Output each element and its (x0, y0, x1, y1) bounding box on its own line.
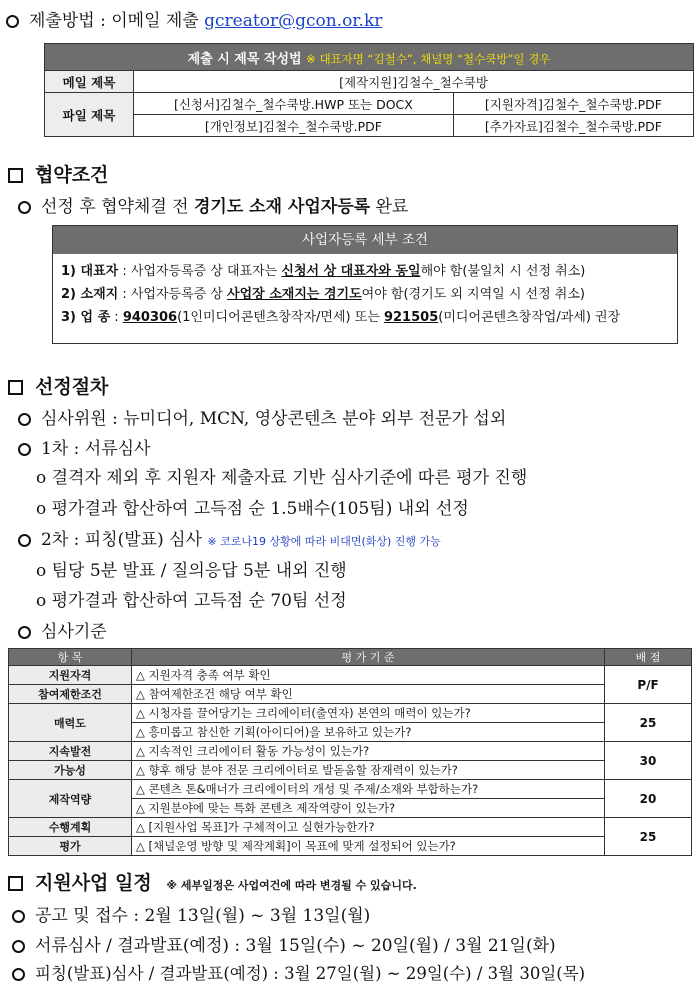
criteria-sustainability-1: △ 지속적인 크리에이터 활동 가능성이 있는가? (132, 742, 605, 761)
ring-bullet-icon (12, 910, 25, 923)
criteria-item-production: 제작역량 (9, 780, 132, 818)
criteria-item-qualification: 지원자격 (9, 666, 132, 685)
criteria-item-attractiveness: 매력도 (9, 704, 132, 742)
criteria-item-execution-1: 수행계획 (9, 818, 132, 837)
agreement-heading: 협약조건 (8, 160, 108, 187)
business-registration-box (52, 225, 678, 344)
selection-judges: 심사위원 : 뉴미디어, MCN, 영상콘텐츠 분야 외부 전문가 섭외 (18, 404, 506, 429)
file-title-2: [지원자격]김철수_철수쿡방.PDF (453, 93, 693, 115)
criteria-execution-1: △ [지원사업 목표]가 구체적이고 실현가능한가? (132, 818, 605, 837)
ring-bullet-icon (18, 201, 31, 214)
schedule-line-2: 서류심사 / 결과발표(예정) : 3월 15일(수) ~ 20일(월) / 3월 21일(화) (12, 931, 556, 956)
submit-line (6, 6, 382, 31)
criteria-restriction: △ 참여제한조건 해당 여부 확인 (132, 685, 605, 704)
criteria-attractiveness-1: △ 시청자를 끌어당기는 크리에이터(출연자) 본연의 매력이 있는가? (132, 704, 605, 723)
schedule-line-1: 공고 및 접수 : 2월 13일(월) ~ 3월 13일(월) (12, 901, 370, 926)
criteria-item-sustainability-2: 가능성 (9, 761, 132, 780)
score-production: 20 (605, 780, 692, 818)
selection-round1-detail2: o 평가결과 합산하여 고득점 순 1.5배수(105팀) 내외 선정 (36, 499, 469, 519)
file-title-1: [신청서]김철수_철수쿡방.HWP 또는 DOCX (134, 93, 454, 115)
square-bullet-icon (8, 380, 23, 395)
condition-industry: 3) 업 종 : 940306(1인미디어콘텐츠창작자/면세) 또는 921505(미디어콘텐츠창작업/과세) 권장 (61, 310, 621, 325)
file-title-3: [개인정보]김철수_철수쿡방.PDF (134, 115, 454, 137)
criteria-sustainability-2: △ 향후 해당 분야 전문 크리에이터로 발돋움할 잠재력이 있는가? (132, 761, 605, 780)
mail-title-label: 메일 제목 (45, 71, 134, 93)
criteria-table (8, 648, 692, 856)
ring-bullet-icon (18, 413, 31, 426)
schedule-line-3: 피칭(발표)심사 / 결과발표(예정) : 3월 27일(월) ~ 29일(수) / 3월 30일(목) (12, 960, 585, 984)
selection-heading: 선정절차 (8, 372, 108, 399)
selection-criteria-label: 심사기준 (18, 617, 107, 642)
criteria-production-1: △ 콘텐츠 톤&매너가 크리에이터의 개성 및 주제/소재와 부합하는가? (132, 780, 605, 799)
selection-round2-detail2: o 평가결과 합산하여 고득점 순 70팀 선정 (36, 591, 347, 611)
ring-bullet-icon (18, 626, 31, 639)
score-execution: 25 (605, 818, 692, 856)
agreement-line: 선정 후 협약체결 전 경기도 소재 사업자등록 완료 (18, 192, 408, 217)
selection-round1: 1차 : 서류심사 (18, 434, 150, 459)
score-attractiveness: 25 (605, 704, 692, 742)
submit-label: 제출방법 : 이메일 제출 (29, 11, 199, 31)
criteria-header-item: 항 목 (9, 649, 132, 666)
criteria-execution-2: △ [채널운영 방향 및 제작계획]이 목표에 맞게 설정되어 있는가? (132, 837, 605, 856)
score-sustainability: 30 (605, 742, 692, 780)
ring-bullet-icon (12, 968, 25, 981)
title-table (44, 43, 694, 137)
schedule-heading: 지원사업 일정 ※ 세부일정은 사업여건에 따라 변경될 수 있습니다. (8, 868, 417, 895)
condition-location: 2) 소재지 : 사업자등록증 상 사업장 소재지는 경기도여야 함(경기도 외 지역일 시 선정 취소) (61, 287, 585, 302)
square-bullet-icon (8, 168, 23, 183)
round2-note: ※ 코로나19 상황에 따라 비대면(화상) 진행 가능 (207, 535, 441, 548)
file-title-label: 파일 제목 (45, 93, 134, 137)
selection-round2: 2차 : 피칭(발표) 심사 ※ 코로나19 상황에 따라 비대면(화상) 진행 가능 (18, 525, 441, 550)
criteria-header-score: 배 점 (605, 649, 692, 666)
ring-bullet-icon (6, 15, 19, 28)
business-registration-header: 사업자등록 세부 조건 (53, 226, 677, 254)
schedule-note: ※ 세부일정은 사업여건에 따라 변경될 수 있습니다. (166, 879, 417, 892)
email-link[interactable]: gcreator@gcon.or.kr (204, 11, 383, 31)
ring-bullet-icon (12, 940, 25, 953)
square-bullet-icon (8, 876, 23, 891)
selection-round1-detail1: o 결격자 제외 후 지원자 제출자료 기반 심사기준에 따른 평가 진행 (36, 468, 528, 488)
selection-round2-detail1: o 팀당 5분 발표 / 질의응답 5분 내외 진행 (36, 561, 347, 581)
criteria-production-2: △ 지원분야에 맞는 특화 콘텐츠 제작역량이 있는가? (132, 799, 605, 818)
criteria-attractiveness-2: △ 흥미롭고 참신한 기획(아이디어)을 보유하고 있는가? (132, 723, 605, 742)
criteria-qualification: △ 지원자격 충족 여부 확인 (132, 666, 605, 685)
criteria-item-execution-2: 평가 (9, 837, 132, 856)
ring-bullet-icon (18, 443, 31, 456)
criteria-item-sustainability-1: 지속발전 (9, 742, 132, 761)
condition-representative: 1) 대표자 : 사업자등록증 상 대표자는 신청서 상 대표자와 동일해야 함(불일치 시 선정 취소) (61, 264, 586, 279)
file-title-4: [추가자료]김철수_철수쿡방.PDF (453, 115, 693, 137)
title-table-header: 제출 시 제목 작성법 ※ 대표자명 “김철수”, 채널명 “철수쿡방”일 경우 (45, 44, 694, 71)
criteria-header-criteria: 평 가 기 준 (132, 649, 605, 666)
ring-bullet-icon (18, 534, 31, 547)
score-pass-fail: P/F (605, 666, 692, 704)
mail-title-value: [제작지원]김철수_철수쿡방 (134, 71, 694, 93)
criteria-item-restriction: 참여제한조건 (9, 685, 132, 704)
